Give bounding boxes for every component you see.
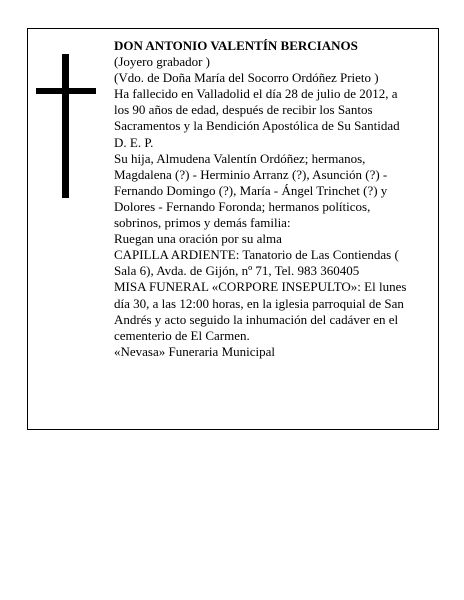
deceased-name: DON ANTONIO VALENTÍN BERCIANOS: [114, 38, 358, 53]
prayer-request: Ruegan una oración por su alma: [114, 231, 282, 247]
funeral-line-3: Andrés y acto seguido la inhumación del cadáver en el: [114, 311, 399, 327]
family-line-3: Fernando Domingo (?), María - Ángel Trinchet (?) y: [114, 182, 388, 198]
announcement-line-1: Ha fallecido en Valladolid el día 28 de julio de 2012, a: [114, 86, 398, 102]
family-line-2: Magdalena (?) - Herminio Arranz (?), Asunción (?) -: [114, 166, 388, 182]
chapel-line-2: Sala 6), Avda. de Gijón, nº 71, Tel. 983 360405: [114, 263, 360, 279]
family-line-5: sobrinos, primos y demás familia:: [114, 215, 291, 231]
announcement-line-2: los 90 años de edad, después de recibir los Santos: [114, 102, 373, 118]
cross-icon: [36, 54, 96, 198]
funeral-line-2: día 30, a las 12:00 horas, en la iglesia parroquial de San: [114, 295, 404, 311]
funeral-home: «Nevasa» Funeraria Municipal: [114, 343, 276, 359]
cross-vertical-bar: [62, 54, 69, 198]
announcement-line-3: Sacramentos y la Bendición Apostólica de Su Santidad: [114, 118, 400, 134]
cross-horizontal-bar: [36, 88, 96, 94]
chapel-line-1: CAPILLA ARDIENTE: Tanatorio de Las Contiendas (: [114, 247, 399, 263]
funeral-line-1: MISA FUNERAL «CORPORE INSEPULTO»: El lunes: [114, 279, 407, 295]
funeral-line-4: cementerio de El Carmen.: [114, 327, 250, 343]
obituary-text: [114, 38, 430, 360]
occupation: (Joyero grabador ): [114, 54, 211, 70]
family-line-1: Su hija, Almudena Valentín Ordóñez; hermanos,: [114, 150, 366, 166]
widower-of: (Vdo. de Doña María del Socorro Ordóñez Prieto ): [114, 70, 379, 86]
rip-line: D. E. P.: [114, 134, 154, 150]
family-line-4: Dolores - Fernando Foronda; hermanos políticos,: [114, 198, 371, 214]
